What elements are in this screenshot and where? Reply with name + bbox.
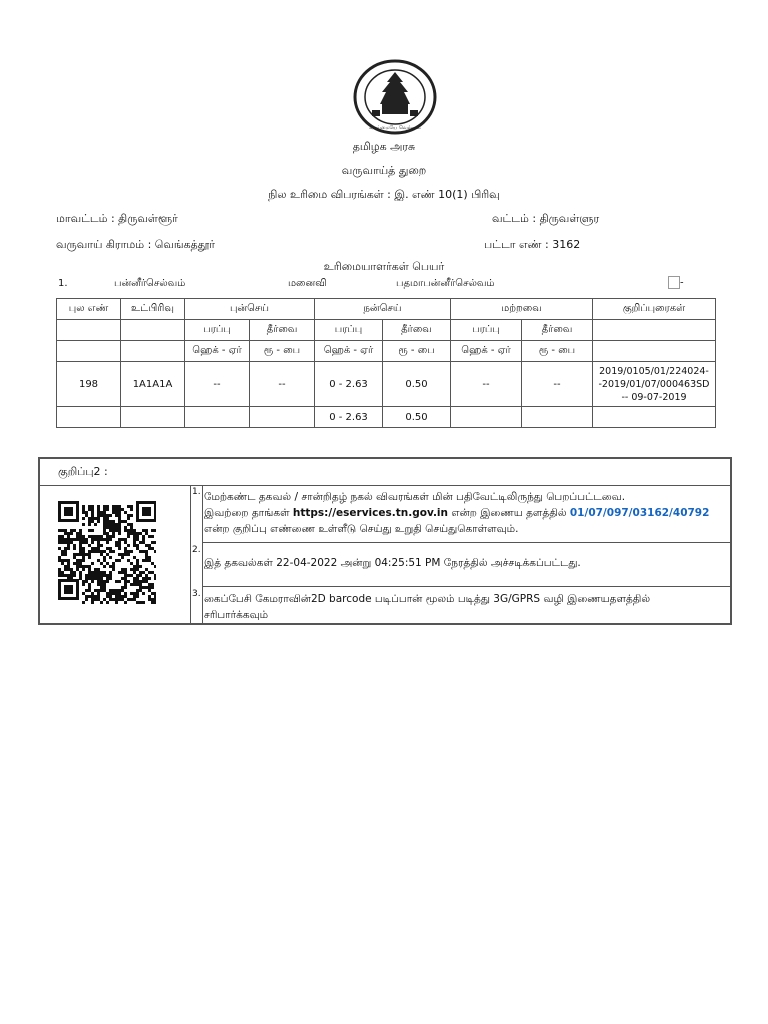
empty-cell xyxy=(593,341,716,362)
doc-title: நில உரிமை விபரங்கள் : இ. எண் 10(1) பிரிவு xyxy=(268,188,500,201)
empty-cell xyxy=(593,320,716,341)
remark-line: -2019/01/07/000463SD xyxy=(598,378,710,390)
owner-index: 1. xyxy=(58,278,68,289)
empty-cell xyxy=(57,407,121,428)
eservices-link[interactable]: https://eservices.tn.gov.in xyxy=(292,507,449,519)
col-survey-number: புல எண் xyxy=(57,299,121,320)
table-row xyxy=(57,362,716,407)
note-2 xyxy=(202,543,730,587)
empty-cell xyxy=(121,320,185,341)
cell-dry-area: -- xyxy=(185,362,250,407)
total-wet-tax: 0.50 xyxy=(383,407,451,428)
empty-cell xyxy=(121,407,185,428)
note-3-line-2: சரிபார்க்கவும் xyxy=(204,609,269,621)
cell-wet-area: 0 - 2.63 xyxy=(315,362,383,407)
subhead-tax: தீர்வை xyxy=(250,320,315,341)
note-3-line-1: கைப்பேசி கேமராவின்2D barcode படிப்பான் மூலம் படித்து 3G/GPRS வழி இணையதளத்தில் xyxy=(204,593,651,605)
remark-line: -- 09-07-2019 xyxy=(621,391,687,403)
note-1-line-3: என்ற குறிப்பு எண்ணை உள்ளீடு செய்து உறுதி செய்துகொள்ளவும். xyxy=(204,523,519,535)
unit-tax: ரூ - பை xyxy=(383,341,451,362)
note-3 xyxy=(202,587,730,625)
cell-other-tax: -- xyxy=(522,362,593,407)
taluk: வட்டம் : திருவள்ளுர xyxy=(492,212,600,225)
note-number: 3. xyxy=(192,589,201,599)
empty-cell xyxy=(57,320,121,341)
land-details-table xyxy=(56,298,716,428)
note-1 xyxy=(202,485,730,543)
empty-cell xyxy=(121,341,185,362)
note-number: 2. xyxy=(192,545,201,555)
note-2-text: இத் தகவல்கள் 22-04-2022 அன்று 04:25:51 PM நேரத்தில் அச்சடிக்கப்பட்டது. xyxy=(204,557,581,569)
note-number: 1. xyxy=(192,487,201,497)
patta-number: பட்டா எண் : 3162 xyxy=(484,238,581,251)
unit-area: ஹெக் - ஏர் xyxy=(315,341,383,362)
notes-box xyxy=(38,457,732,625)
unit-area: ஹெக் - ஏர் xyxy=(451,341,522,362)
reference-number: 01/07/097/03162/40792 xyxy=(569,507,710,519)
total-row xyxy=(57,407,716,428)
empty-cell xyxy=(593,407,716,428)
owner-relation: மனைவி xyxy=(288,278,327,289)
subhead-tax: தீர்வை xyxy=(522,320,593,341)
col-subdivision: உட்பிரிவு xyxy=(121,299,185,320)
subhead-area: பரப்பு xyxy=(185,320,250,341)
col-others: மற்றவை xyxy=(451,299,593,320)
col-dry-land: புன்செய் xyxy=(185,299,315,320)
unit-tax: ரூ - பை xyxy=(522,341,593,362)
cell-remarks xyxy=(593,362,716,407)
cell-subdivision: 1A1A1A xyxy=(121,362,185,407)
cell-survey-number: 198 xyxy=(57,362,121,407)
unit-area: ஹெக் - ஏர் xyxy=(185,341,250,362)
qr-cell xyxy=(40,485,191,625)
note-1-line-1: மேற்கண்ட தகவல் / சான்றிதழ் நகல் விவரங்கள் மின் பதிவேட்டிலிருந்து பெறப்பட்டவை. xyxy=(204,491,626,503)
district: மாவட்டம் : திருவள்ளூர் xyxy=(56,212,178,225)
empty-cell xyxy=(451,407,522,428)
empty-cell xyxy=(522,407,593,428)
gov-title: தமிழக அரசு xyxy=(352,140,416,153)
unit-tax: ரூ - பை xyxy=(250,341,315,362)
broken-image-icon xyxy=(668,276,684,289)
owner-name: பன்னீர்செல்வம் xyxy=(114,278,186,289)
col-remarks: குறிப்புரைகள் xyxy=(593,299,716,320)
cell-other-area: -- xyxy=(451,362,522,407)
subhead-tax: தீர்வை xyxy=(383,320,451,341)
note-1-text: என்ற இணைய தளத்தில் xyxy=(448,507,570,519)
note-1-text: இவற்றை தாங்கள் xyxy=(204,507,293,519)
notes-heading: குறிப்பு2 : xyxy=(58,465,108,478)
empty-cell xyxy=(57,341,121,362)
total-wet-area: 0 - 2.63 xyxy=(315,407,383,428)
owners-heading: உரிமையாளர்கள் பெயர் xyxy=(323,260,445,273)
notes-header xyxy=(40,459,730,486)
dept-title: வருவாய்த் துறை xyxy=(341,164,427,177)
empty-cell xyxy=(185,407,250,428)
remark-line: 2019/0105/01/224024- xyxy=(599,365,709,377)
col-wet-land: நன்செய் xyxy=(315,299,451,320)
svg-text:வாய்மையே வெல்லும்: வாய்மையே வெல்லும் xyxy=(369,125,421,131)
subhead-area: பரப்பு xyxy=(451,320,522,341)
owner-relative: பதமாபன்னீர்செல்வம் xyxy=(396,278,495,289)
note-1-line-2 xyxy=(204,505,726,521)
village: வருவாய் கிராமம் : வெங்கத்தூர் xyxy=(56,238,216,251)
subhead-area: பரப்பு xyxy=(315,320,383,341)
tamil-nadu-emblem xyxy=(352,58,438,136)
qr-code-icon xyxy=(58,501,156,607)
cell-wet-tax: 0.50 xyxy=(383,362,451,407)
cell-dry-tax: -- xyxy=(250,362,315,407)
empty-cell xyxy=(250,407,315,428)
broken-image-alt: - xyxy=(680,277,684,289)
